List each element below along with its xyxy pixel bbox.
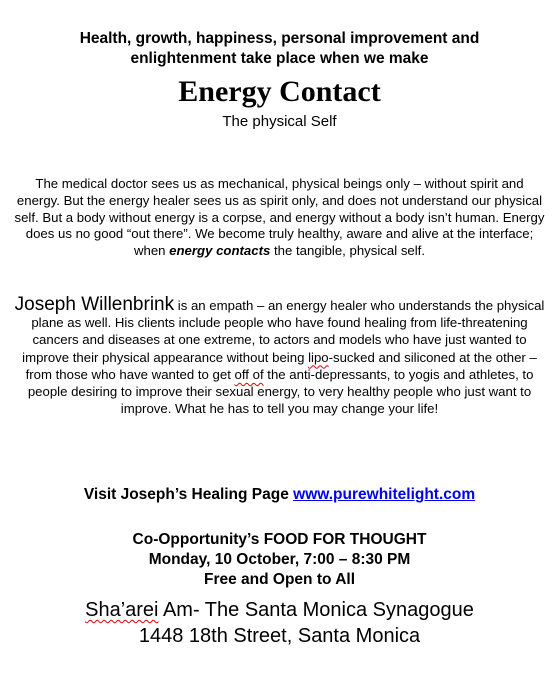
event-datetime: Monday, 10 October, 7:00 – 8:30 PM	[148, 551, 411, 568]
visit-label: Visit Joseph’s Healing Page	[83, 486, 294, 503]
event-admission: Free and Open to All	[204, 571, 355, 588]
event-details	[0, 530, 559, 590]
intro-heading	[0, 29, 559, 69]
bio-text-b: -sucked and siliconed at the other – from those who have wanted to get	[25, 349, 537, 382]
description-paragraph	[14, 176, 545, 260]
healing-page-link[interactable]: www.purewhitelight.com	[293, 486, 476, 503]
bio-text-c: the anti-depressants, to yogis and athletes, to people desiring to improve their sexual energy, to very healthy people who just want to improve. What he has to tell you may change your life!	[27, 366, 534, 417]
intro-line-1: Health, growth, happiness, personal improvement and	[79, 30, 480, 47]
description-text-before: The medical doctor sees us as mechanical, physical beings only – without spirit and energy. But the energy healer sees us as spirit only, and does not understand our physical self. But a body without energy is a corpse, and energy without a body isn’t human. Energy does us no good “out there”. We become truly healthy, aware and alive at the interface; when	[14, 176, 545, 259]
venue-block	[0, 597, 559, 649]
venue-name	[0, 597, 559, 623]
event-subtitle: The physical Self	[222, 113, 337, 130]
venue-address: 1448 18th Street, Santa Monica	[138, 625, 421, 647]
description-text-after: the tangible, physical self.	[270, 243, 426, 259]
spellcheck-flag-venue: Sha’arei	[85, 599, 159, 621]
healer-bio-paragraph	[8, 296, 551, 417]
bio-text-a: is an empath – an energy healer who understands the physical plane as well. His clients include people who have found healing from life-threatening cancers and diseases at one extreme, to actors and models who have just wanted to improve their physical appearance without being	[22, 298, 545, 365]
venue-name-rest: Am- The Santa Monica Synagogue	[158, 599, 474, 621]
spellcheck-flag-off-of: off of	[234, 366, 264, 382]
intro-line-2: enlightenment take place when we make	[130, 50, 429, 67]
visit-line	[0, 485, 559, 505]
event-series: Co-Opportunity’s FOOD FOR THOUGHT	[132, 531, 427, 548]
event-title: Energy Contact	[178, 75, 381, 108]
description-emphasis: energy contacts	[169, 243, 271, 259]
spellcheck-flag-lipo: lipo	[308, 349, 329, 365]
healer-name: Joseph Willenbrink	[14, 294, 175, 315]
